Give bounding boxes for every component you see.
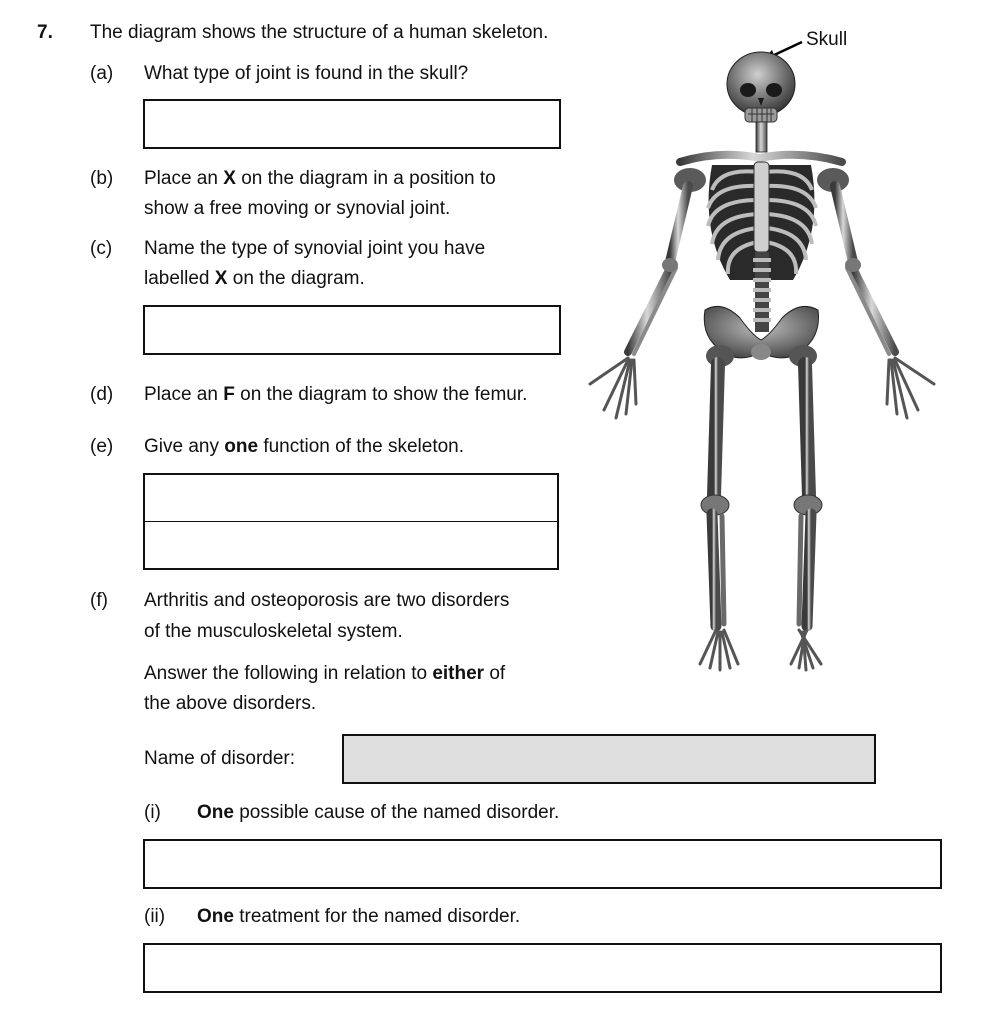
part-c-label: (c) xyxy=(90,238,113,259)
part-f-ii-text xyxy=(197,902,520,932)
legs xyxy=(701,345,822,626)
part-c-line2-post: on the diagram. xyxy=(227,268,365,289)
answer-box-e[interactable] xyxy=(143,473,559,570)
part-d-pre: Place an xyxy=(144,384,224,405)
question-stem: The diagram shows the structure of a human skeleton. xyxy=(90,22,549,43)
part-f-i-bold: One xyxy=(197,802,234,823)
part-f-ii-bold: One xyxy=(197,906,234,927)
part-b-line1-bold: X xyxy=(223,168,236,189)
part-f-line2: of the musculoskeletal system. xyxy=(144,621,403,642)
skeleton-diagram[interactable] xyxy=(570,20,970,680)
part-c-line2-pre: labelled xyxy=(144,268,215,289)
part-f-line4: the above disorders. xyxy=(144,693,317,714)
hands xyxy=(590,358,934,418)
part-f-line3-pre: Answer the following in relation to xyxy=(144,663,433,684)
part-f-line3 xyxy=(144,659,505,689)
part-f-line1: Arthritis and osteoporosis are two disorders xyxy=(144,590,510,611)
part-c-line2-bold: X xyxy=(214,268,228,289)
part-c-line2 xyxy=(144,264,365,294)
part-b-line2: show a free moving or synovial joint. xyxy=(144,198,451,219)
part-d-text xyxy=(144,380,527,410)
question-number: 7. xyxy=(37,22,53,43)
part-e-bold: one xyxy=(224,436,259,457)
part-d-label: (d) xyxy=(90,384,114,405)
part-b-label: (b) xyxy=(90,168,114,189)
answer-box-e-divider xyxy=(145,521,557,522)
answer-box-f-ii[interactable] xyxy=(143,943,942,993)
part-e-text xyxy=(144,432,464,462)
part-d-bold: F xyxy=(223,384,235,405)
part-f-label: (f) xyxy=(90,590,108,611)
disorder-name-box[interactable] xyxy=(342,734,876,784)
skull-label: Skull xyxy=(806,29,848,50)
part-e-pre: Give any xyxy=(144,436,225,457)
part-f-i-text xyxy=(197,798,559,828)
answer-box-c[interactable] xyxy=(143,305,561,355)
answer-box-a[interactable] xyxy=(143,99,561,149)
disorder-label: Name of disorder: xyxy=(144,748,296,769)
part-f-ii-label: (ii) xyxy=(144,906,166,927)
feet xyxy=(700,630,821,670)
part-f-ii-post: treatment for the named disorder. xyxy=(233,906,521,927)
part-c-line1: Name the type of synovial joint you have xyxy=(144,238,486,259)
spine xyxy=(753,252,771,332)
part-a-text: What type of joint is found in the skull? xyxy=(144,63,469,84)
part-b-line1-pre: Place an xyxy=(144,168,224,189)
part-f-i-label: (i) xyxy=(144,802,161,823)
part-a-label: (a) xyxy=(90,63,114,84)
part-f-line3-post: of xyxy=(484,663,506,684)
part-e-post: function of the skeleton. xyxy=(258,436,465,457)
answer-box-f-i[interactable] xyxy=(143,839,942,889)
part-b-line1-post: on the diagram in a position to xyxy=(235,168,496,189)
skull xyxy=(727,52,795,122)
part-b-line1 xyxy=(144,164,496,194)
part-d-post: on the diagram to show the femur. xyxy=(234,384,528,405)
part-f-i-post: possible cause of the named disorder. xyxy=(233,802,560,823)
part-f-line3-bold: either xyxy=(432,663,485,684)
part-e-label: (e) xyxy=(90,436,114,457)
